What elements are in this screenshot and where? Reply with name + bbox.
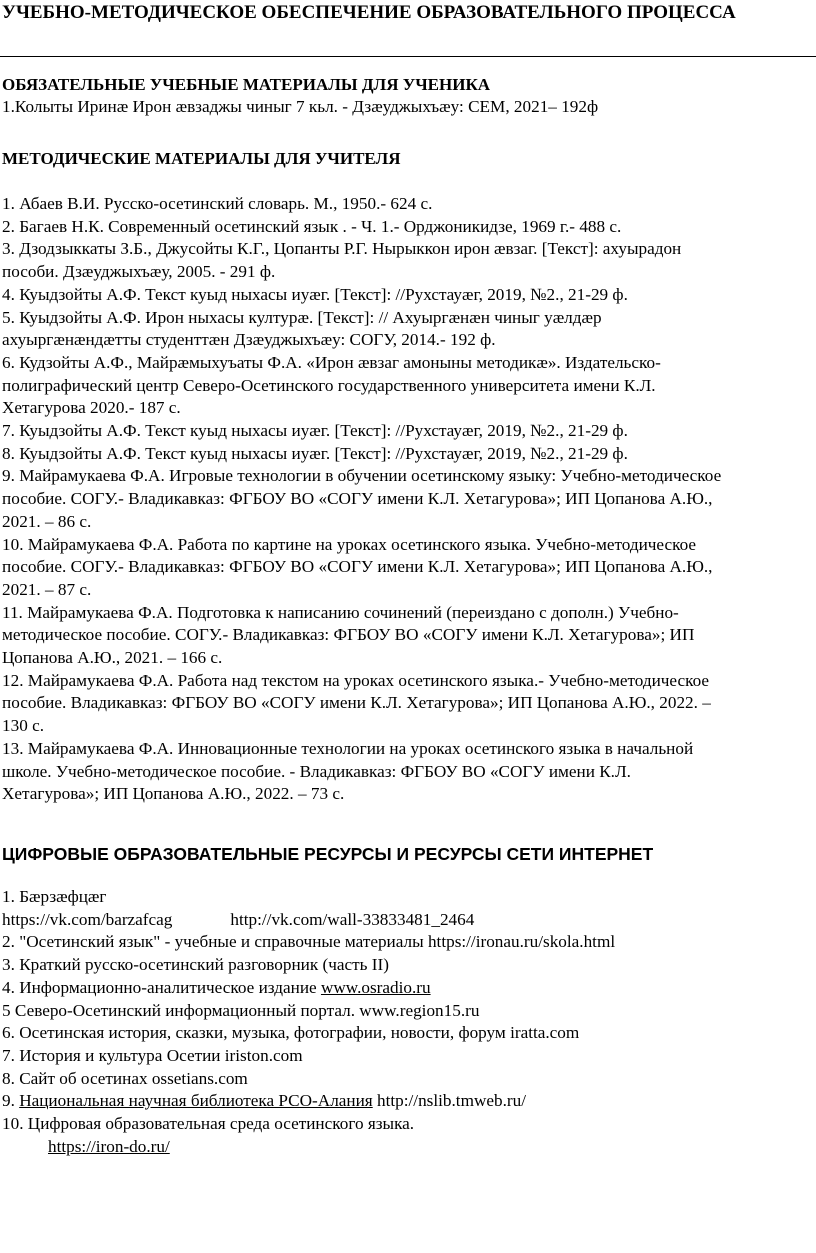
resource-link-iron-do[interactable]: https://iron-do.ru/: [48, 1136, 170, 1156]
student-materials-heading: ОБЯЗАТЕЛЬНЫЕ УЧЕБНЫЕ МАТЕРИАЛЫ ДЛЯ УЧЕНИКА: [2, 75, 491, 94]
digital-resources-heading-block: [0, 843, 814, 865]
list-item-line: Хетагурова 2020.- 187 с.: [2, 398, 181, 418]
list-item-line: 9. Майрамукаева Ф.А. Игровые технологии в обучении осетинскому языку: Учебно-методическое: [2, 466, 722, 486]
resource-link-vk-wall[interactable]: http://vk.com/wall-33833481_2464: [230, 909, 475, 929]
resource-link-vk-barzafcag[interactable]: https://vk.com/barzafcag: [2, 909, 173, 929]
resource-link-nslib[interactable]: http://nslib.tmweb.ru/: [372, 1091, 526, 1111]
list-item-line: 11. Майрамукаева Ф.А. Подготовка к написанию сочинений (переиздано с дополн.) Учебно-: [2, 602, 679, 622]
resource-item-7: 7. История и культура Осетии iriston.com: [2, 1045, 303, 1065]
list-item-line: 2021. – 87 с.: [2, 579, 92, 599]
title-divider: [0, 56, 816, 57]
resource-item-4-text: 4. Информационно-аналитическое издание: [2, 977, 321, 997]
resource-item-8: 8. Сайт об осетинах ossetians.com: [2, 1068, 248, 1088]
resource-item-4: [2, 977, 814, 1000]
student-materials-item: 1.Колыты Иринæ Ирон æвзаджы чиныг 7 кьл. - Дзæуджыхъæу: СЕМ, 2021– 192ф: [2, 97, 599, 116]
list-item-line: 12. Майрамукаева Ф.А. Работа над текстом на уроках осетинского языка.- Учебно-методическое: [2, 670, 710, 690]
resource-item-10: 10. Цифровая образовательная среда осетинского языка.: [2, 1114, 415, 1134]
list-item-line: Хетагурова»; ИП Цопанова А.Ю., 2022. – 73 с.: [2, 784, 345, 804]
student-materials-section: [0, 74, 814, 119]
list-item-line: пособие. Владикавказ: ФГБОУ ВО «СОГУ имени К.Л. Хетагурова»; ИП Цопанова А.Ю., 2022. –: [2, 693, 711, 713]
list-item-line: школе. Учебно-методическое пособие. - Владикавказ: ФГБОУ ВО «СОГУ имени К.Л.: [2, 761, 631, 781]
resource-item-9-number: 9.: [2, 1091, 20, 1111]
list-item-line: 6. Кудзойты А.Ф., Майрæмыхуъаты Ф.А. «Ирон æвзаг амоныны методикæ». Издательско-: [2, 352, 661, 372]
list-item-line: 13. Майрамукаева Ф.А. Инновационные технологии на уроках осетинского языка в начальной: [2, 738, 694, 758]
teacher-materials-section: [0, 148, 814, 170]
list-item-line: 8. Куыдзойты А.Ф. Текст куыд ныхасы иуæг. [Текст]: //Рухстауæг, 2019, №2., 21-29 ф.: [2, 443, 628, 463]
resource-item-2: 2. "Осетинский язык" - учебные и справочные материалы https://ironau.ru/skola.html: [2, 932, 616, 952]
document-title: УЧЕБНО-МЕТОДИЧЕСКОЕ ОБЕСПЕЧЕНИЕ ОБРАЗОВАТЕЛЬНОГО ПРОЦЕССА: [2, 2, 736, 23]
resource-item-1-links: [2, 909, 814, 932]
list-item-line: 2021. – 86 с.: [2, 511, 92, 531]
resource-item-3: 3. Краткий русско-осетинский разговорник (часть II): [2, 955, 389, 975]
digital-resources-list: [0, 886, 814, 1158]
list-item-line: пособие. СОГУ.- Владикавказ: ФГБОУ ВО «СОГУ имени К.Л. Хетагурова»; ИП Цопанова А.Ю.,: [2, 489, 713, 509]
list-item-line: пособие. СОГУ.- Владикавказ: ФГБОУ ВО «СОГУ имени К.Л. Хетагурова»; ИП Цопанова А.Ю.,: [2, 557, 713, 577]
list-item-line: 2. Багаев Н.К. Современный осетинский язык . - Ч. 1.- Орджоникидзе, 1969 г.- 488 с.: [2, 216, 622, 236]
list-item-line: пособи. Дзæуджыхъæу, 2005. - 291 ф.: [2, 262, 276, 282]
list-item-line: 5. Куыдзойты А.Ф. Ирон ныхасы културæ. [Текст]: // Ахуыргæнæн чиныг уæлдæр: [2, 307, 602, 327]
list-item-line: Цопанова А.Ю., 2021. – 166 с.: [2, 648, 223, 668]
resource-item-10-link-line: [2, 1136, 814, 1159]
list-item-line: 1. Абаев В.И. Русско-осетинский словарь. М., 1950.- 624 с.: [2, 194, 433, 213]
list-item-line: 130 с.: [2, 716, 45, 736]
resource-link-national-library[interactable]: Национальная научная библиотека РСО-Алания: [19, 1091, 373, 1111]
resource-item-1-title: 1. Бæрзæфцæг: [2, 887, 107, 906]
digital-resources-heading: ЦИФРОВЫЕ ОБРАЗОВАТЕЛЬНЫЕ РЕСУРСЫ И РЕСУРСЫ СЕТИ ИНТЕРНЕТ: [2, 844, 654, 864]
resource-item-6: 6. Осетинская история, сказки, музыка, фотографии, новости, форум iratta.com: [2, 1023, 580, 1043]
list-item-line: полиграфический центр Северо-Осетинского государственного университета имени К.Л.: [2, 375, 656, 395]
resource-item-5: 5 Северо-Осетинский информационный портал. www.region15.ru: [2, 1000, 480, 1020]
list-item-line: методическое пособие. СОГУ.- Владикавказ: ФГБОУ ВО «СОГУ имени К.Л. Хетагурова»; ИП: [2, 625, 695, 645]
resource-item-9: [2, 1090, 814, 1113]
list-item-line: ахуыргæнæндæтты студенттæн Дзæуджыхъæу: СОГУ, 2014.- 192 ф.: [2, 330, 496, 350]
list-item-line: 10. Майрамукаева Ф.А. Работа по картине на уроках осетинского языка. Учебно-методическое: [2, 534, 697, 554]
teacher-materials-heading: МЕТОДИЧЕСКИЕ МАТЕРИАЛЫ ДЛЯ УЧИТЕЛЯ: [2, 149, 401, 168]
list-item-line: 7. Куыдзойты А.Ф. Текст куыд ныхасы иуæг. [Текст]: //Рухстауæг, 2019, №2., 21-29 ф.: [2, 421, 628, 441]
teacher-materials-list: [0, 193, 814, 806]
list-item-line: 3. Дзодзыккаты З.Б., Джусойты К.Г., Цопанты Р.Г. Нырыккон ирон æвзаг. [Текст]: ахуырадон: [2, 239, 682, 259]
resource-link-osradio[interactable]: www.osradio.ru: [320, 977, 431, 997]
list-item-line: 4. Куыдзойты А.Ф. Текст куыд ныхасы иуæг. [Текст]: //Рухстауæг, 2019, №2., 21-29 ф.: [2, 284, 628, 304]
